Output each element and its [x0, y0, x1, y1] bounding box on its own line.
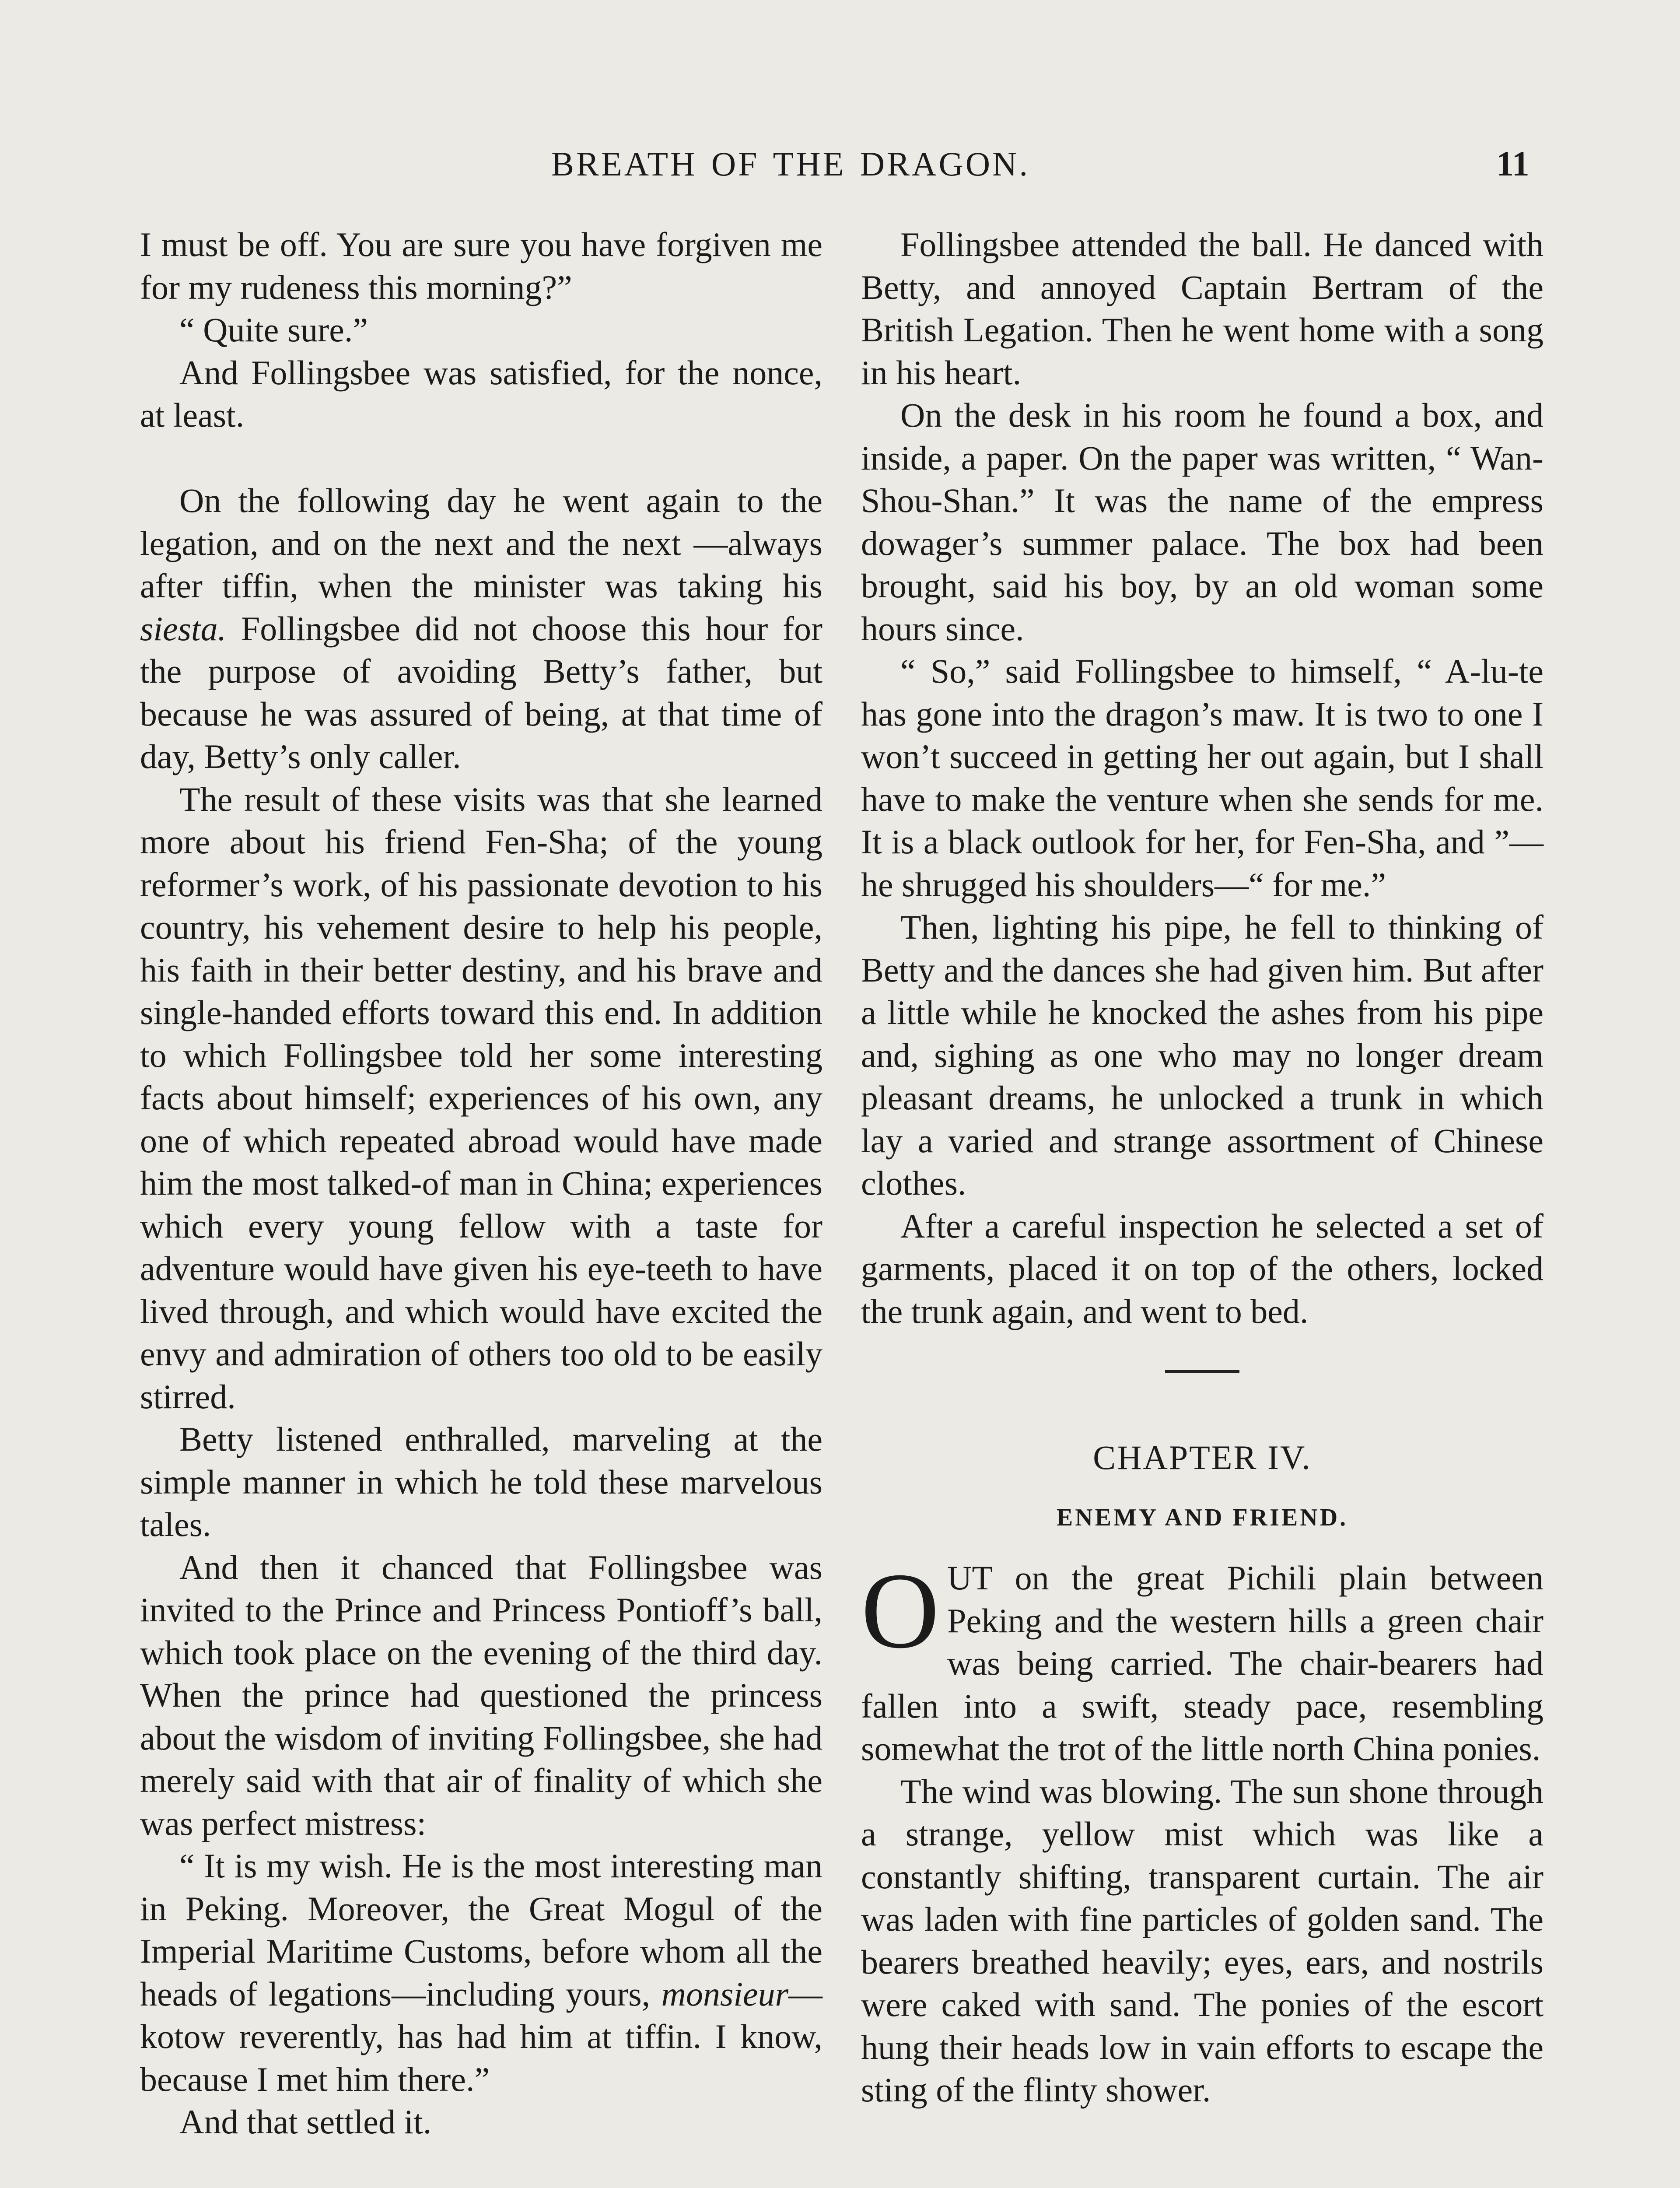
paragraph: “ Quite sure.”	[179, 311, 368, 349]
paragraph: And then it chanced that Follingsbee was invited to the Prince and Princess Pontioff’s ball, which took place on the evening of the third day. When the prince had questioned the princess about the wisdom of inviting Follingsbee, she had merely said with that air of finality of which she was perfect mistress:	[140, 1548, 822, 1842]
paragraph: And Follingsbee was satisfied, for the nonce, at least.	[140, 353, 822, 434]
paragraph: The result of these visits was that she learned more about his friend Fen-Sha; of the young reformer’s work, of his passionate devotion to his country, his vehement desire to help his people, his faith in their better destiny, and his brave and single-handed efforts toward this end. In addition to which Follingsbee told her some interesting facts about himself; experiences of his own, any one of which repeated abroad would have made him the most talked-of man in China; experiences which every young fellow with a taste for adventure would have given his eye-teeth to have lived through, and which would have excited the envy and admiration of others too old to be easily stirred.	[140, 780, 822, 1416]
paragraph: After a careful inspection he selected a set of garments, placed it on top of the others, locked the trunk again, and went to bed.	[861, 1206, 1544, 1330]
italic-word: monsieur	[661, 1974, 789, 2013]
paragraph-text: On the following day he went again to the legation, and on the next and the next —always after tiffin, when the minister was taking his	[140, 481, 822, 605]
chapter-title: CHAPTER IV.	[1093, 1438, 1312, 1476]
chapter-subtitle: ENEMY AND FRIEND.	[1056, 1504, 1348, 1531]
left-column	[140, 223, 822, 2143]
paragraph	[140, 479, 822, 778]
paragraph: Betty listened enthralled, marveling at the simple manner in which he told these marvelous tales.	[140, 1420, 822, 1543]
page-number: 11	[1496, 145, 1530, 183]
paragraph: Follingsbee attended the ball. He danced with Betty, and annoyed Captain Bertram of the British Legation. Then he went home with a song in his heart.	[861, 225, 1544, 392]
paragraph: The wind was blowing. The sun shone through a strange, yellow mist which was like a constantly shifting, transparent curtain. The air was laden with fine particles of golden sand. The bearers breathed heavily; eyes, ears, and nostrils were caked with sand. The ponies of the escort hung their heads low in vain efforts to escape the sting of the flinty shower.	[861, 1772, 1544, 2109]
paragraph: And that settled it.	[179, 2103, 432, 2141]
paragraph	[140, 1844, 822, 2100]
paragraph-text: —kotow reverently, has had him at tiffin. I know, because I met him there.”	[140, 1974, 823, 2098]
paragraph: I must be off. You are sure you have forgiven me for my rudeness this morning?”	[140, 225, 822, 306]
running-title: BREATH OF THE DRAGON.	[551, 145, 1030, 183]
paragraph: Then, lighting his pipe, he fell to thinking of Betty and the dances she had given him. But after a little while he knocked the ashes from his pipe and, sighing as one who may no longer dream pleasant dreams, he unlocked a trunk in which lay a varied and strange assortment of Chinese clothes.	[861, 908, 1544, 1202]
paragraph	[861, 1550, 1544, 1770]
paragraph-text: “ It is my wish. He is the most interesting man in Peking. Moreover, the Great Mogul of the Imperial Maritime Customs, before whom all the heads of legations—including yours,	[140, 1847, 822, 2013]
paragraph-text: UT on the great Pichili plain between Peking and the western hills a green chair was being carried. The chair-bearers had fallen into a swift, steady pace, resembling somewhat the trot of the little north China ponies.	[861, 1559, 1544, 1767]
right-column	[861, 223, 1544, 2111]
paragraph: “ So,” said Follingsbee to himself, “ A-lu-te has gone into the dragon’s maw. It is two to one I won’t succeed in getting her out again, but I shall have to make the venture when she sends for me. It is a black outlook for her, for Fen-Sha, and ”—he shrugged his shoulders—“ for me.”	[861, 652, 1544, 904]
paragraph-text: Follingsbee did not choose this hour for the purpose of avoiding Betty’s father, but because he was assured of being, at that time of day, Betty’s only caller.	[140, 609, 822, 775]
drop-cap: O	[861, 1550, 940, 1671]
italic-word: siesta.	[140, 609, 227, 648]
section-divider	[1165, 1370, 1239, 1373]
paragraph: On the desk in his room he found a box, and inside, a paper. On the paper was written, “ Wan-Shou-Shan.” It was the name of the empress dowager’s summer palace. The box had been brought, said his boy, by an old woman some hours since.	[861, 396, 1544, 648]
